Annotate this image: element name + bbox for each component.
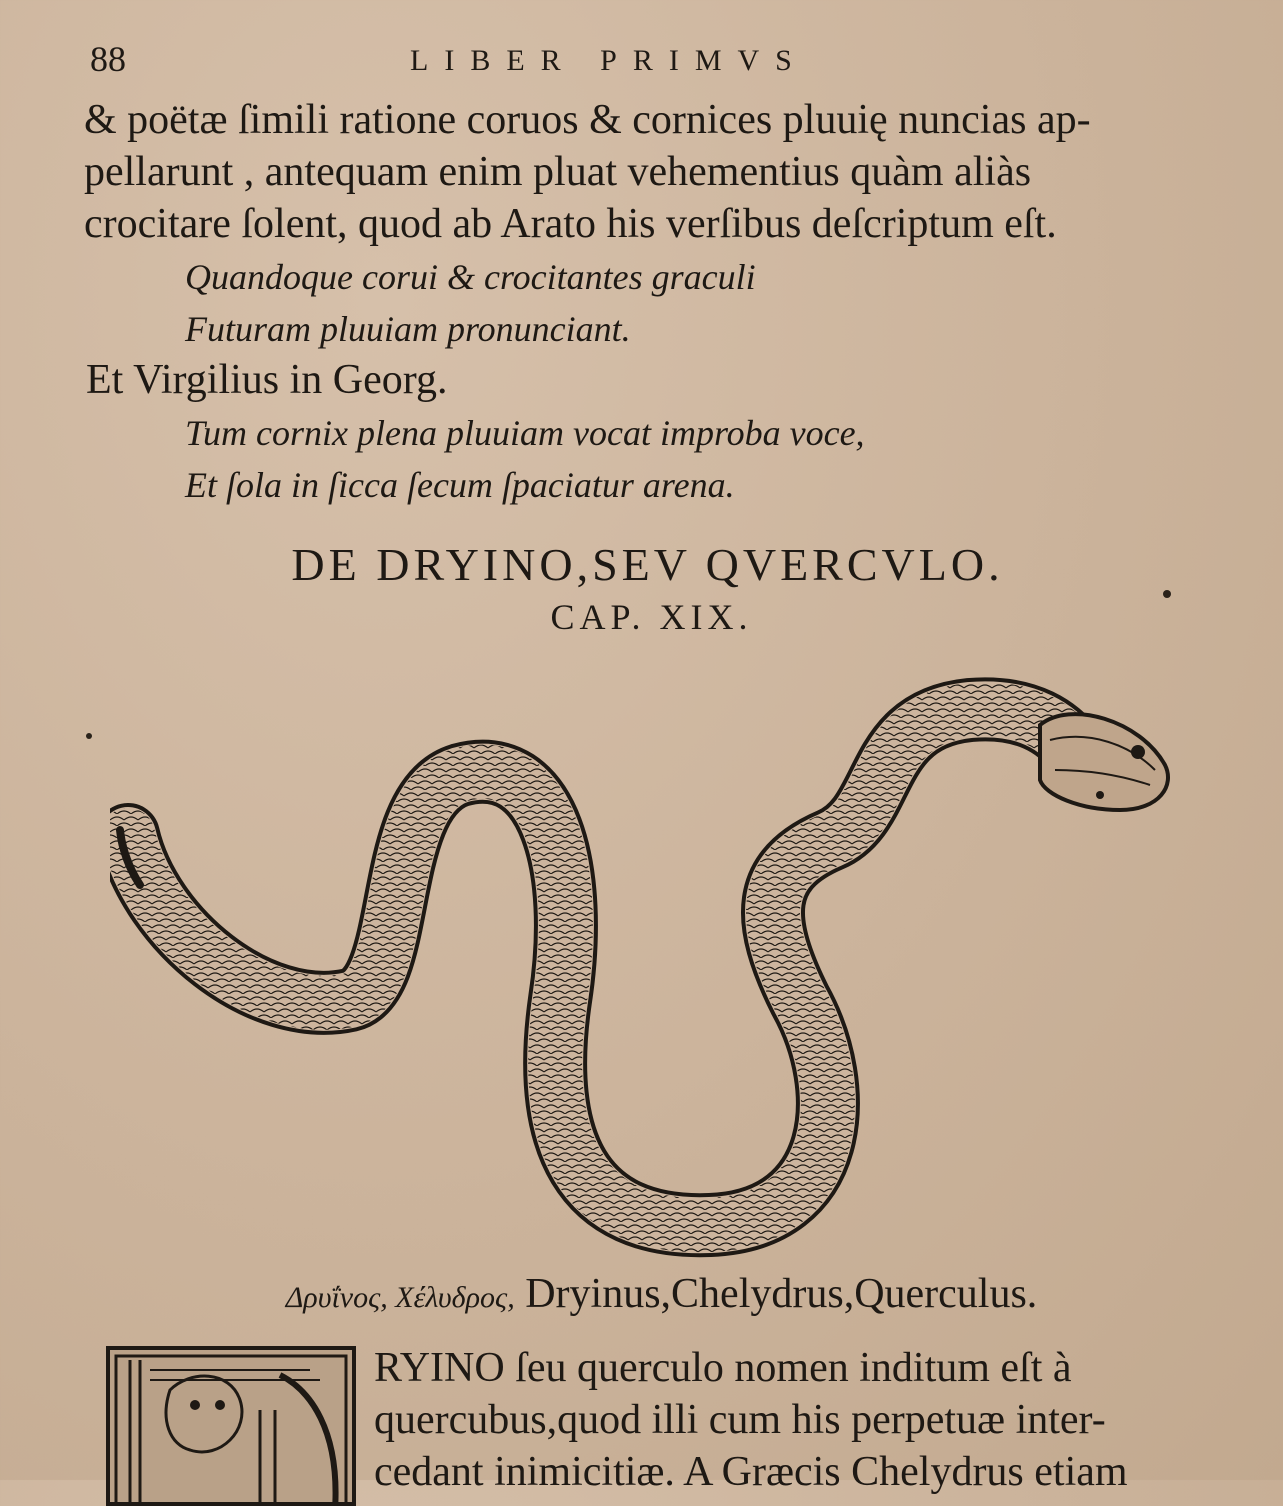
- verse-virgil-line-2: Et ſola in ſicca ſecum ſpaciatur arena.: [185, 465, 735, 505]
- virgil-intro: Et Virgilius in Georg.: [86, 357, 448, 403]
- chapter-number: CAP. XIX.: [550, 597, 753, 637]
- paragraph-line-2: quercubus,quod illi cum his perpetuæ inter-: [374, 1397, 1106, 1443]
- page-number: 88: [90, 39, 126, 79]
- initial-woodcut-art: [110, 1350, 356, 1506]
- ink-spot: [86, 733, 92, 739]
- running-head: LIBER PRIMVS: [410, 44, 808, 77]
- body-line-1: & poëtæ ſimili ratione coruos & cornices pluuię nuncias ap-: [84, 97, 1091, 143]
- serpent-woodcut: [110, 670, 1190, 1260]
- decorated-initial: [106, 1346, 356, 1506]
- chapter-title: DE DRYINO,SEV QVERCVLO.: [291, 539, 1004, 590]
- caption-latin: Dryinus,Chelydrus,Querculus.: [525, 1271, 1038, 1317]
- paragraph-line-1: RYINO ſeu querculo nomen inditum eſt à: [374, 1345, 1072, 1391]
- paragraph-line-3: cedant inimicitiæ. A Græcis Chelydrus etiam: [374, 1449, 1128, 1495]
- body-line-2: pellarunt , antequam enim pluat vehementius quàm aliàs: [84, 149, 1032, 195]
- verse-aratus-line-1: Quandoque corui & crocitantes graculi: [185, 257, 756, 297]
- caption-greek: Δρυΐνος, Χέλυδρος,: [285, 1281, 515, 1314]
- ink-spot: [1163, 590, 1171, 598]
- body-line-3: crocitare ſolent, quod ab Arato his verſibus deſcriptum eſt.: [84, 201, 1057, 247]
- illustration-caption: [0, 1270, 1283, 1318]
- verse-aratus-line-2: Futuram pluuiam pronunciant.: [185, 309, 631, 349]
- page-header: [90, 38, 1190, 88]
- verse-virgil-line-1: Tum cornix plena pluuiam vocat improba voce,: [185, 413, 865, 453]
